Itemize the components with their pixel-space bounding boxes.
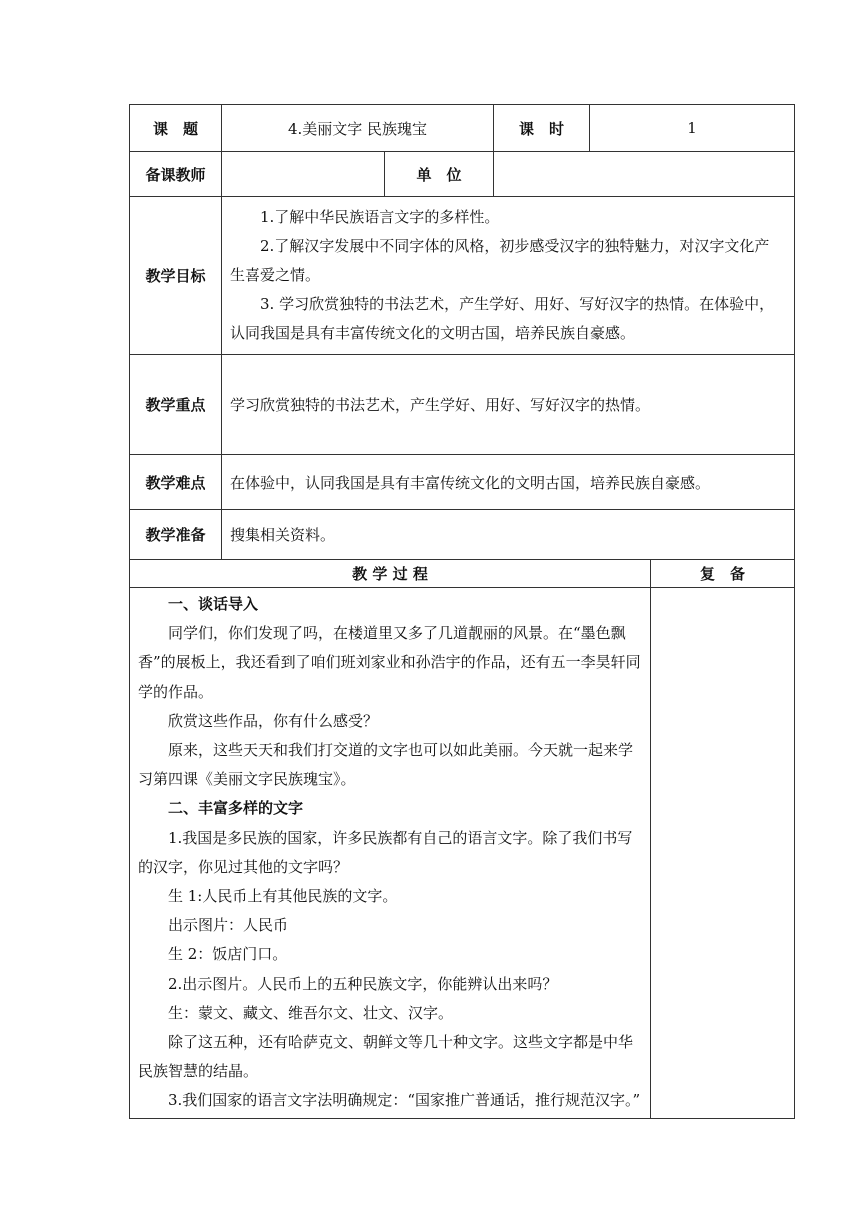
process-content xyxy=(130,588,651,1119)
hours-value: 1 xyxy=(590,105,795,152)
header-table xyxy=(129,104,795,197)
preparation-label: 教学准备 xyxy=(130,510,222,560)
process-paragraph: 生 1:人民币上有其他民族的文字。 xyxy=(168,887,398,906)
objective-item: 1.了解中华民族语言文字的多样性。 xyxy=(260,208,500,226)
lesson-plan-sheet xyxy=(129,104,794,1119)
process-paragraph: 除了这五种，还有哈萨克文、朝鲜文等几十种文字。这些文字都是中华民族智慧的结晶。 xyxy=(138,1033,634,1081)
process-paragraph: 生 2：饭店门口。 xyxy=(168,945,288,964)
process-paragraph: 1.我国是多民族的国家，许多民族都有自己的语言文字。除了我们书写的汉字，你见过其他的文字吗？ xyxy=(138,828,633,876)
difficulties-label: 教学难点 xyxy=(130,455,222,510)
process-paragraph: 3.我们国家的语言文字法明确规定：“国家推广普通话，推行规范汉字。” xyxy=(168,1091,641,1110)
difficulties-text: 在体验中，认同我国是具有丰富传统文化的文明古国，培养民族自豪感。 xyxy=(222,455,795,510)
process-paragraph: 出示图片：人民币 xyxy=(168,916,289,935)
objectives-list xyxy=(222,197,795,355)
objective-item: 2.了解汉字发展中不同字体的风格，初步感受汉字的独特魅力，对汉字文化产生喜爱之情。 xyxy=(230,237,770,284)
section-heading: 一、谈话导入 xyxy=(168,595,259,613)
key-points-text: 学习欣赏独特的书法艺术，产生学好、用好、写好汉字的热情。 xyxy=(222,355,795,455)
notes-column xyxy=(651,588,795,1119)
info-table xyxy=(129,196,795,560)
topic-value: 4.美丽文字 民族瑰宝 xyxy=(222,105,494,152)
section-heading: 二、丰富多样的文字 xyxy=(168,799,304,818)
process-paragraph: 生：蒙文、藏文、维吾尔文、壮文、汉字。 xyxy=(168,1003,454,1022)
key-points-label: 教学重点 xyxy=(130,355,222,455)
hours-label: 课 时 xyxy=(494,105,590,152)
teacher-value xyxy=(222,152,385,197)
notes-header: 复 备 xyxy=(651,560,795,588)
unit-label: 单 位 xyxy=(385,152,494,197)
process-paragraph: 欣赏这些作品，你有什么感受？ xyxy=(168,711,379,730)
process-paragraph: 2.出示图片。人民币上的五种民族文字，你能辨认出来吗？ xyxy=(168,974,558,993)
preparation-text: 搜集相关资料。 xyxy=(222,510,795,560)
process-paragraph: 原来，这些天天和我们打交道的文字也可以如此美丽。今天就一起来学习第四课《美丽文字民族瑰宝》。 xyxy=(138,741,634,789)
topic-label: 课 题 xyxy=(130,105,222,152)
unit-value xyxy=(494,152,795,197)
process-paragraph: 同学们，你们发现了吗，在楼道里又多了几道靓丽的风景。在“墨色飘香”的展板上，我还看到了咱们班刘家业和孙浩宇的作品，还有五一李昊轩同学的作品。 xyxy=(138,624,641,701)
objective-item: 3. 学习欣赏独特的书法艺术，产生学好、用好、写好汉字的热情。在体验中，认同我国是具有丰富传统文化的文明古国，培养民族自豪感。 xyxy=(230,295,775,342)
objectives-label: 教学目标 xyxy=(130,197,222,355)
teacher-label: 备课教师 xyxy=(130,152,222,197)
process-header: 教 学 过 程 xyxy=(130,560,651,588)
process-table xyxy=(129,559,795,1119)
